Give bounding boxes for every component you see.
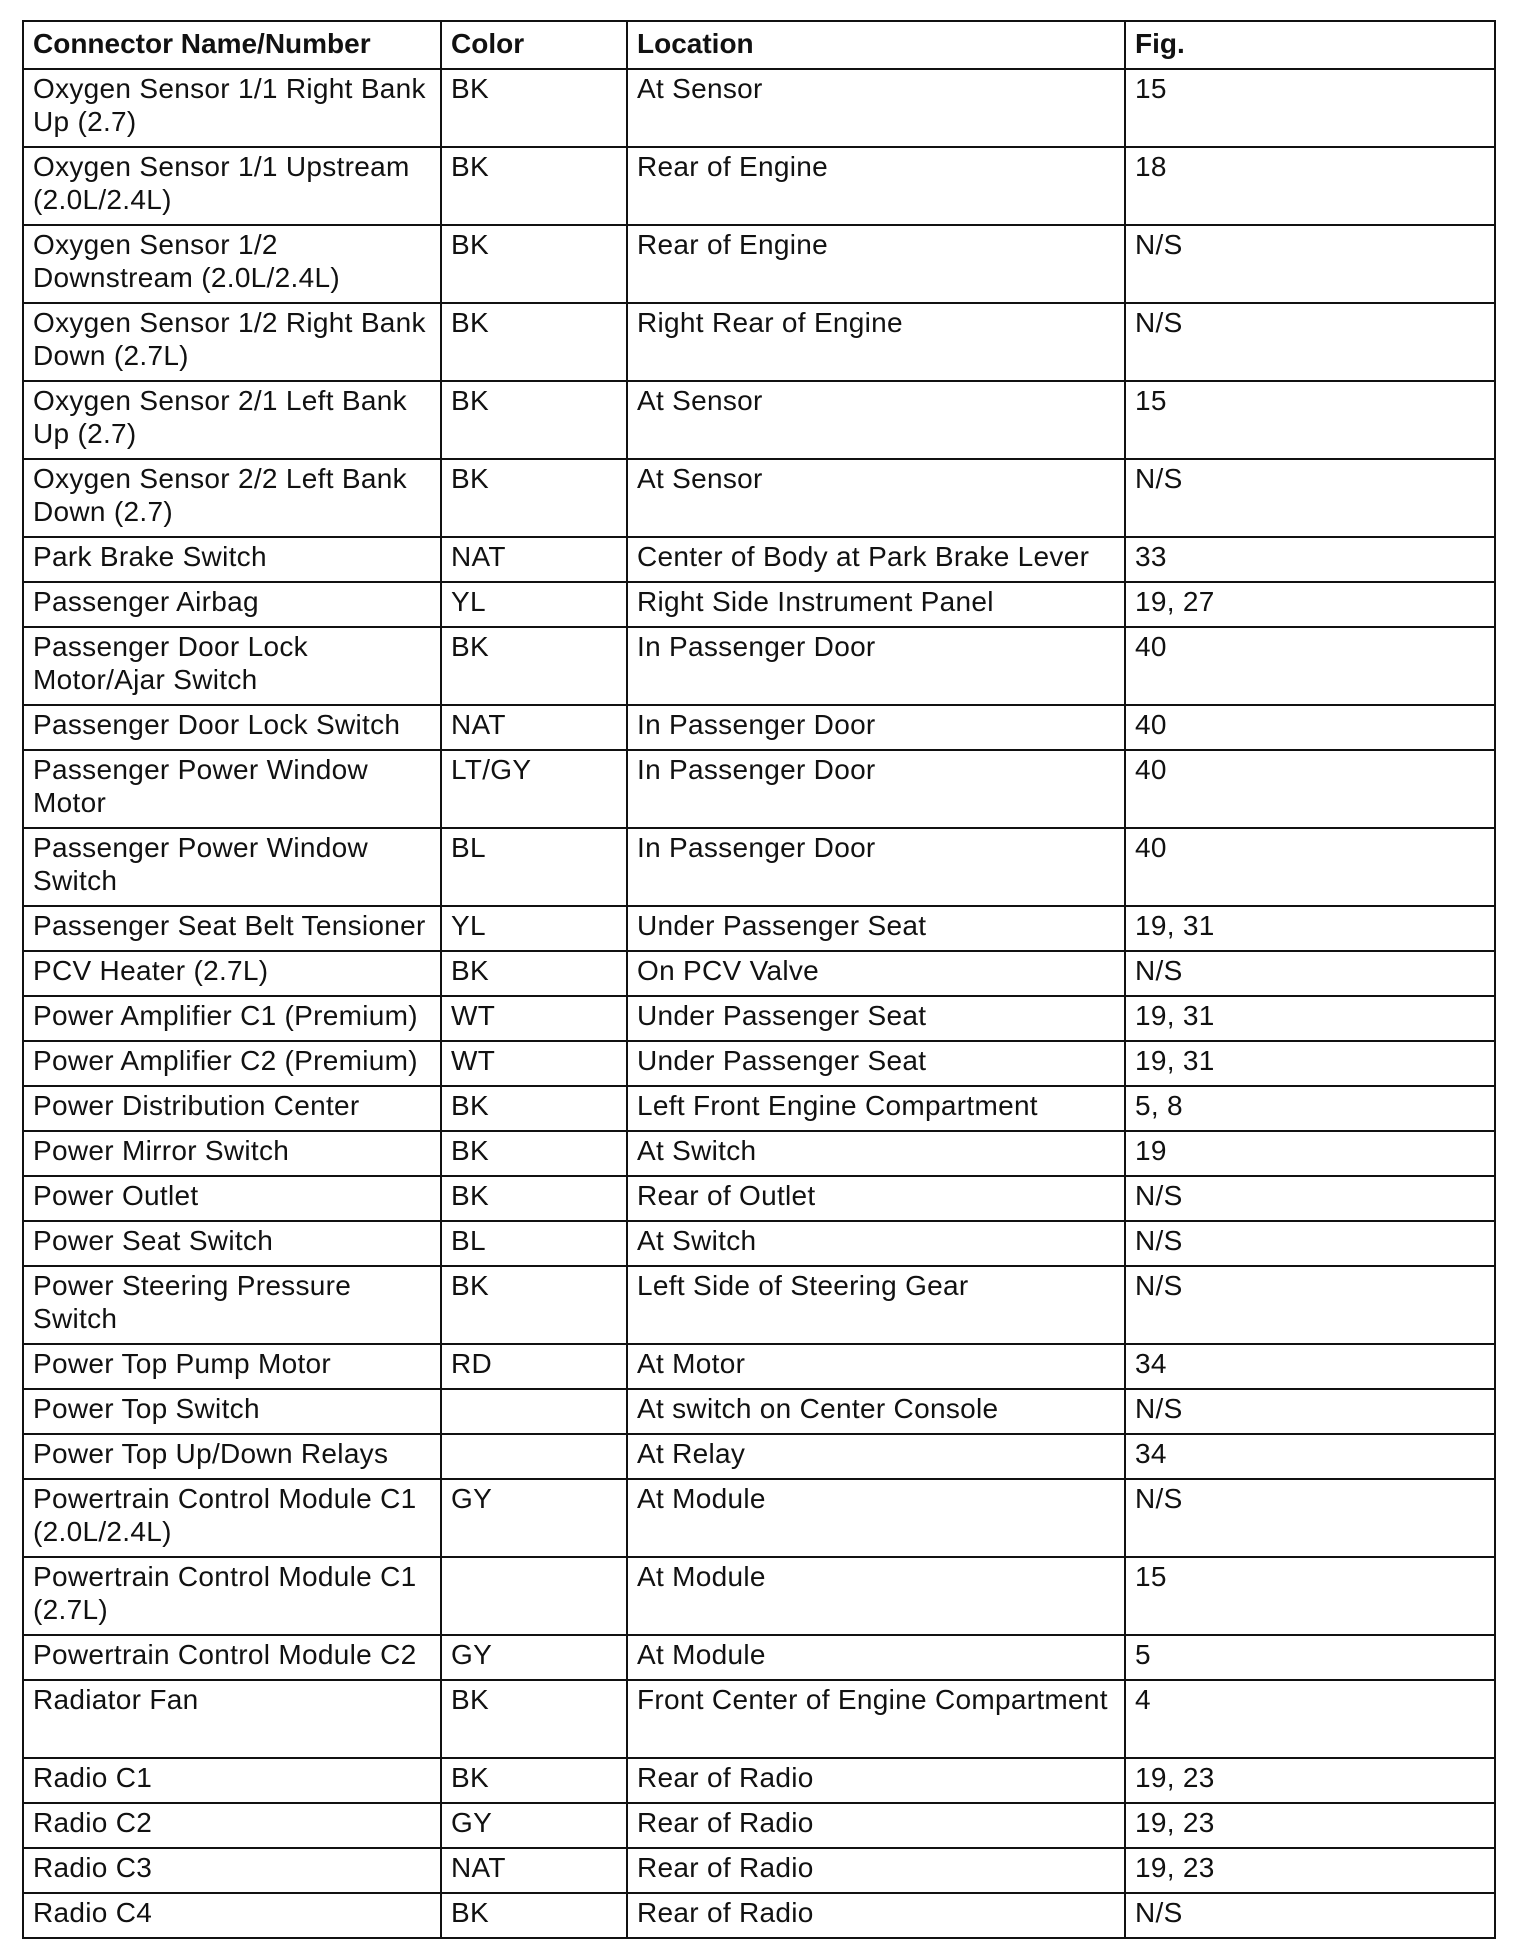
- fig-cell: 18: [1125, 147, 1495, 225]
- connector-table: [22, 20, 1496, 1939]
- location-cell: Center of Body at Park Brake Lever: [627, 537, 1125, 582]
- table-row: [23, 1221, 1495, 1266]
- color-cell: BK: [441, 1680, 627, 1758]
- table-row: [23, 147, 1495, 225]
- location-cell: At Sensor: [627, 459, 1125, 537]
- table-row: [23, 996, 1495, 1041]
- color-cell: BK: [441, 381, 627, 459]
- table-row: [23, 750, 1495, 828]
- color-cell: BK: [441, 69, 627, 147]
- color-cell: BK: [441, 1086, 627, 1131]
- table-row: [23, 582, 1495, 627]
- connector-name-cell: Powertrain Control Module C1 (2.0L/2.4L): [23, 1479, 441, 1557]
- connector-name-cell: Powertrain Control Module C2: [23, 1635, 441, 1680]
- table-row: [23, 1680, 1495, 1758]
- color-cell: BK: [441, 627, 627, 705]
- location-cell: At Module: [627, 1479, 1125, 1557]
- color-cell: NAT: [441, 705, 627, 750]
- color-cell: GY: [441, 1803, 627, 1848]
- location-cell: Front Center of Engine Compartment: [627, 1680, 1125, 1758]
- table-row: [23, 627, 1495, 705]
- fig-cell: N/S: [1125, 1389, 1495, 1434]
- table-row: [23, 1803, 1495, 1848]
- location-cell: At Motor: [627, 1344, 1125, 1389]
- location-cell: In Passenger Door: [627, 828, 1125, 906]
- color-cell: BK: [441, 1176, 627, 1221]
- color-cell: YL: [441, 582, 627, 627]
- fig-cell: 19, 31: [1125, 996, 1495, 1041]
- column-header-color: Color: [441, 21, 627, 69]
- location-cell: Rear of Radio: [627, 1803, 1125, 1848]
- color-cell: BK: [441, 225, 627, 303]
- fig-cell: 40: [1125, 828, 1495, 906]
- table-row: [23, 1479, 1495, 1557]
- table-row: [23, 705, 1495, 750]
- fig-cell: N/S: [1125, 1221, 1495, 1266]
- column-header-connector: Connector Name/Number: [23, 21, 441, 69]
- fig-cell: 19: [1125, 1131, 1495, 1176]
- color-cell: RD: [441, 1344, 627, 1389]
- table-row: [23, 1176, 1495, 1221]
- location-cell: On PCV Valve: [627, 951, 1125, 996]
- connector-name-cell: Radio C1: [23, 1758, 441, 1803]
- table-row: [23, 1086, 1495, 1131]
- table-row: [23, 828, 1495, 906]
- fig-cell: 33: [1125, 537, 1495, 582]
- table-row: [23, 1389, 1495, 1434]
- table-row: [23, 1344, 1495, 1389]
- color-cell: BK: [441, 459, 627, 537]
- table-row: [23, 1131, 1495, 1176]
- table-row: [23, 1758, 1495, 1803]
- color-cell: LT/GY: [441, 750, 627, 828]
- connector-name-cell: Radio C4: [23, 1893, 441, 1938]
- fig-cell: 40: [1125, 705, 1495, 750]
- location-cell: Rear of Outlet: [627, 1176, 1125, 1221]
- table-body: [23, 69, 1495, 1938]
- connector-name-cell: Power Amplifier C2 (Premium): [23, 1041, 441, 1086]
- connector-name-cell: PCV Heater (2.7L): [23, 951, 441, 996]
- location-cell: Rear of Radio: [627, 1758, 1125, 1803]
- table-row: [23, 1635, 1495, 1680]
- color-cell: BK: [441, 1758, 627, 1803]
- location-cell: At Switch: [627, 1221, 1125, 1266]
- location-cell: Under Passenger Seat: [627, 1041, 1125, 1086]
- connector-name-cell: Power Amplifier C1 (Premium): [23, 996, 441, 1041]
- connector-name-cell: Passenger Door Lock Switch: [23, 705, 441, 750]
- color-cell: WT: [441, 1041, 627, 1086]
- connector-name-cell: Power Mirror Switch: [23, 1131, 441, 1176]
- location-cell: Rear of Engine: [627, 147, 1125, 225]
- color-cell: GY: [441, 1635, 627, 1680]
- location-cell: In Passenger Door: [627, 750, 1125, 828]
- connector-name-cell: Power Steering Pressure Switch: [23, 1266, 441, 1344]
- location-cell: At Relay: [627, 1434, 1125, 1479]
- fig-cell: N/S: [1125, 303, 1495, 381]
- fig-cell: 19, 31: [1125, 1041, 1495, 1086]
- connector-name-cell: Power Seat Switch: [23, 1221, 441, 1266]
- fig-cell: 5: [1125, 1635, 1495, 1680]
- table-row: [23, 1434, 1495, 1479]
- location-cell: At Switch: [627, 1131, 1125, 1176]
- location-cell: Right Side Instrument Panel: [627, 582, 1125, 627]
- table-row: [23, 1266, 1495, 1344]
- color-cell: [441, 1557, 627, 1635]
- connector-name-cell: Oxygen Sensor 1/1 Right Bank Up (2.7): [23, 69, 441, 147]
- fig-cell: 15: [1125, 381, 1495, 459]
- color-cell: BK: [441, 1893, 627, 1938]
- location-cell: At Sensor: [627, 381, 1125, 459]
- connector-name-cell: Powertrain Control Module C1 (2.7L): [23, 1557, 441, 1635]
- fig-cell: 19, 23: [1125, 1758, 1495, 1803]
- color-cell: BK: [441, 1131, 627, 1176]
- color-cell: YL: [441, 906, 627, 951]
- location-cell: In Passenger Door: [627, 705, 1125, 750]
- color-cell: NAT: [441, 1848, 627, 1893]
- table-row: [23, 1893, 1495, 1938]
- fig-cell: N/S: [1125, 1893, 1495, 1938]
- location-cell: Left Front Engine Compartment: [627, 1086, 1125, 1131]
- fig-cell: 40: [1125, 627, 1495, 705]
- connector-name-cell: Oxygen Sensor 1/2 Downstream (2.0L/2.4L): [23, 225, 441, 303]
- location-cell: Rear of Engine: [627, 225, 1125, 303]
- color-cell: WT: [441, 996, 627, 1041]
- fig-cell: N/S: [1125, 225, 1495, 303]
- fig-cell: N/S: [1125, 951, 1495, 996]
- color-cell: NAT: [441, 537, 627, 582]
- connector-name-cell: Oxygen Sensor 2/1 Left Bank Up (2.7): [23, 381, 441, 459]
- fig-cell: 34: [1125, 1344, 1495, 1389]
- table-row: [23, 1041, 1495, 1086]
- location-cell: Rear of Radio: [627, 1848, 1125, 1893]
- connector-name-cell: Oxygen Sensor 1/1 Upstream (2.0L/2.4L): [23, 147, 441, 225]
- location-cell: In Passenger Door: [627, 627, 1125, 705]
- column-header-location: Location: [627, 21, 1125, 69]
- color-cell: BK: [441, 147, 627, 225]
- connector-name-cell: Passenger Door Lock Motor/Ajar Switch: [23, 627, 441, 705]
- connector-name-cell: Passenger Power Window Switch: [23, 828, 441, 906]
- color-cell: BL: [441, 1221, 627, 1266]
- connector-name-cell: Passenger Airbag: [23, 582, 441, 627]
- fig-cell: 34: [1125, 1434, 1495, 1479]
- table-row: [23, 381, 1495, 459]
- fig-cell: 40: [1125, 750, 1495, 828]
- color-cell: [441, 1434, 627, 1479]
- fig-cell: 5, 8: [1125, 1086, 1495, 1131]
- table-row: [23, 906, 1495, 951]
- location-cell: At switch on Center Console: [627, 1389, 1125, 1434]
- connector-name-cell: Oxygen Sensor 1/2 Right Bank Down (2.7L): [23, 303, 441, 381]
- color-cell: BL: [441, 828, 627, 906]
- connector-name-cell: Power Top Switch: [23, 1389, 441, 1434]
- fig-cell: N/S: [1125, 459, 1495, 537]
- table-row: [23, 951, 1495, 996]
- location-cell: Left Side of Steering Gear: [627, 1266, 1125, 1344]
- connector-name-cell: Power Top Up/Down Relays: [23, 1434, 441, 1479]
- fig-cell: 15: [1125, 1557, 1495, 1635]
- fig-cell: 15: [1125, 69, 1495, 147]
- connector-name-cell: Park Brake Switch: [23, 537, 441, 582]
- color-cell: GY: [441, 1479, 627, 1557]
- connector-name-cell: Radiator Fan: [23, 1680, 441, 1758]
- connector-name-cell: Power Outlet: [23, 1176, 441, 1221]
- color-cell: [441, 1389, 627, 1434]
- column-header-fig: Fig.: [1125, 21, 1495, 69]
- fig-cell: 19, 23: [1125, 1848, 1495, 1893]
- fig-cell: N/S: [1125, 1266, 1495, 1344]
- connector-name-cell: Oxygen Sensor 2/2 Left Bank Down (2.7): [23, 459, 441, 537]
- table-row: [23, 459, 1495, 537]
- connector-name-cell: Power Distribution Center: [23, 1086, 441, 1131]
- fig-cell: 19, 31: [1125, 906, 1495, 951]
- fig-cell: N/S: [1125, 1176, 1495, 1221]
- table-row: [23, 1848, 1495, 1893]
- connector-name-cell: Radio C2: [23, 1803, 441, 1848]
- color-cell: BK: [441, 1266, 627, 1344]
- connector-name-cell: Passenger Power Window Motor: [23, 750, 441, 828]
- table-row: [23, 303, 1495, 381]
- connector-name-cell: Radio C3: [23, 1848, 441, 1893]
- table-row: [23, 69, 1495, 147]
- connector-name-cell: Passenger Seat Belt Tensioner: [23, 906, 441, 951]
- header-row: [23, 21, 1495, 69]
- fig-cell: 19, 23: [1125, 1803, 1495, 1848]
- connector-name-cell: Power Top Pump Motor: [23, 1344, 441, 1389]
- location-cell: Rear of Radio: [627, 1893, 1125, 1938]
- location-cell: Under Passenger Seat: [627, 996, 1125, 1041]
- color-cell: BK: [441, 303, 627, 381]
- table-row: [23, 537, 1495, 582]
- location-cell: Right Rear of Engine: [627, 303, 1125, 381]
- location-cell: At Module: [627, 1635, 1125, 1680]
- fig-cell: 4: [1125, 1680, 1495, 1758]
- table-row: [23, 1557, 1495, 1635]
- location-cell: Under Passenger Seat: [627, 906, 1125, 951]
- fig-cell: N/S: [1125, 1479, 1495, 1557]
- color-cell: BK: [441, 951, 627, 996]
- fig-cell: 19, 27: [1125, 582, 1495, 627]
- table-row: [23, 225, 1495, 303]
- location-cell: At Sensor: [627, 69, 1125, 147]
- location-cell: At Module: [627, 1557, 1125, 1635]
